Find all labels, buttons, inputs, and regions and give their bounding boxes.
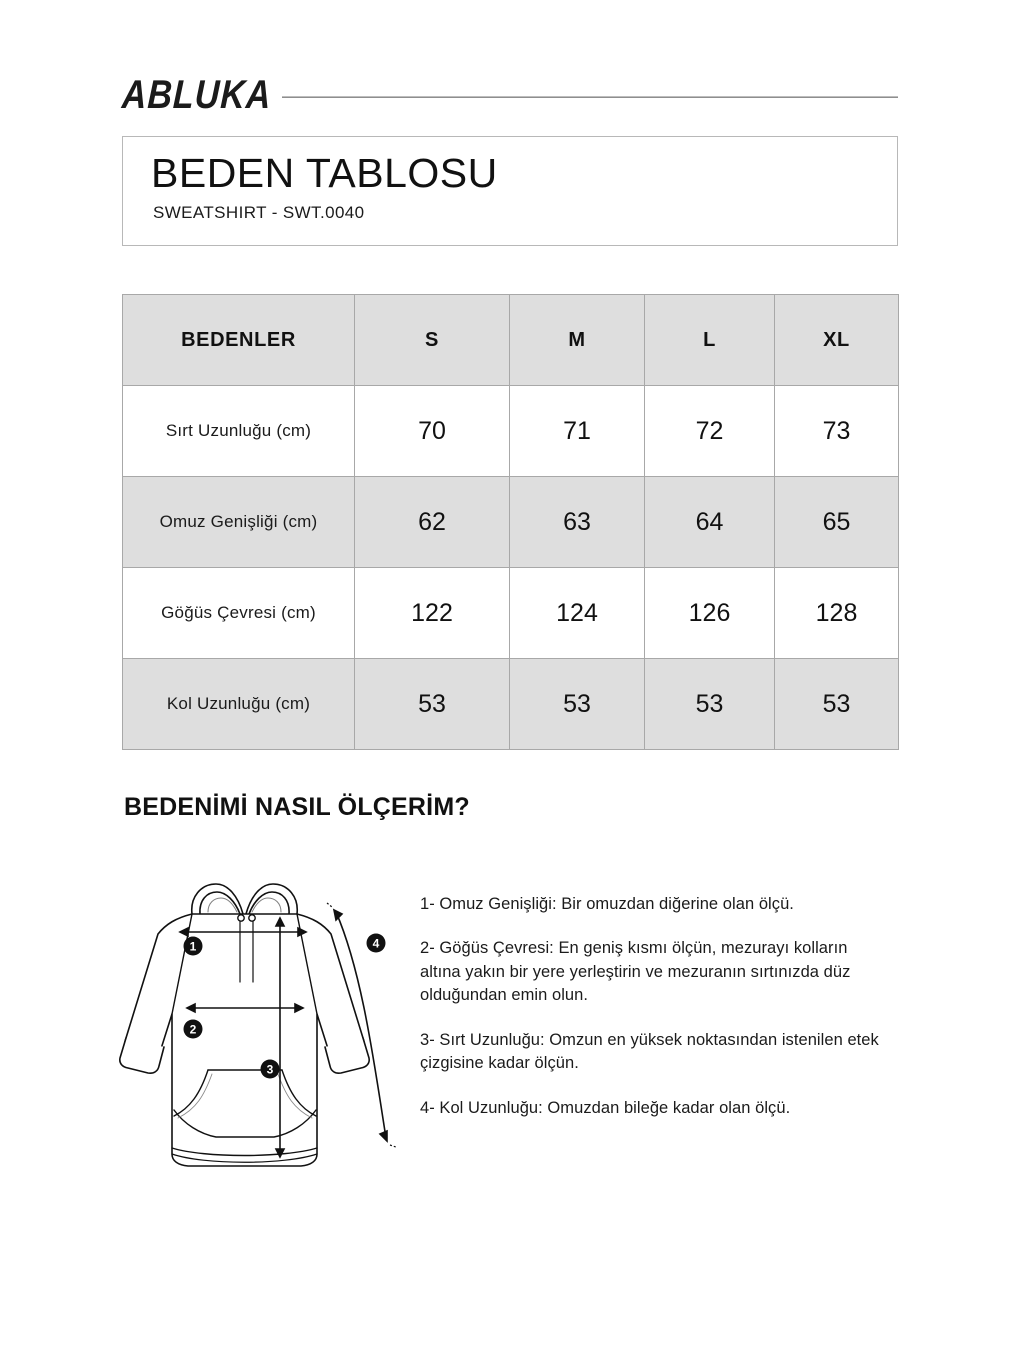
instruction-item-2: 2- Göğüs Çevresi: En geniş kısmı ölçün, mezurayı kolların altına yakın bir yere yerleştirin ve mezuranın sırtınızda düz olduğundan emin olun. (420, 939, 851, 1005)
svg-text:1: 1 (189, 939, 197, 954)
cell-sleeve-s: 53 (355, 659, 510, 750)
table-row (123, 386, 899, 477)
measure-instructions (420, 893, 890, 1120)
arrow-head-sleeve-bottom (380, 1131, 387, 1141)
cell-sleeve-m: 53 (510, 659, 645, 750)
instruction-item-3: 3- Sırt Uzunluğu: Omzun en yüksek noktasından istenilen etek çizgisine kadar ölçün. (420, 1030, 879, 1073)
size-chart-table (122, 294, 899, 750)
diagram-marker-4 (367, 934, 386, 953)
svg-text:3: 3 (266, 1062, 274, 1077)
row-label-sleeve-length: Kol Uzunluğu (cm) (123, 659, 355, 750)
column-header-s: S (355, 295, 510, 386)
column-header-l: L (645, 295, 775, 386)
row-label-chest-circumference: Göğüs Çevresi (cm) (123, 568, 355, 659)
eyelet-right-icon (249, 915, 255, 921)
cell-sleeve-l: 53 (645, 659, 775, 750)
cell-shoulder-width-xl: 65 (775, 477, 899, 568)
svg-text:4: 4 (372, 936, 380, 951)
diagram-marker-1 (184, 937, 203, 956)
cell-back-length-s: 70 (355, 386, 510, 477)
column-header-sizes: BEDENLER (123, 295, 355, 386)
svg-text:2: 2 (189, 1022, 197, 1037)
cell-chest-l: 126 (645, 568, 775, 659)
cell-shoulder-width-m: 63 (510, 477, 645, 568)
table-row (123, 659, 899, 750)
cell-shoulder-width-s: 62 (355, 477, 510, 568)
hoodie-illustration-svg (104, 862, 414, 1192)
diagram-marker-2 (184, 1020, 203, 1039)
table-row (123, 477, 899, 568)
arrow-head-sleeve-top (334, 910, 342, 920)
instruction-item-1: 1- Omuz Genişliği: Bir omuzdan diğerine olan ölçü. (420, 895, 794, 913)
eyelet-left-icon (238, 915, 244, 921)
abluka-logo: ABLUKA (121, 72, 273, 118)
cell-back-length-l: 72 (645, 386, 775, 477)
cell-chest-m: 124 (510, 568, 645, 659)
page-subtitle: SWEATSHIRT - SWT.0040 (153, 202, 365, 222)
row-label-back-length: Sırt Uzunluğu (cm) (123, 386, 355, 477)
brand-header (122, 72, 898, 118)
instruction-item-4: 4- Kol Uzunluğu: Omuzdan bileğe kadar olan ölçü. (420, 1098, 791, 1117)
how-to-measure-heading: BEDENİMİ NASIL ÖLÇERİM? (124, 793, 470, 821)
row-label-shoulder-width: Omuz Genişliği (cm) (123, 477, 355, 568)
header-divider-line (282, 96, 898, 98)
diagram-marker-3 (261, 1060, 280, 1079)
column-header-m: M (510, 295, 645, 386)
cell-shoulder-width-l: 64 (645, 477, 775, 568)
cell-chest-xl: 128 (775, 568, 899, 659)
column-header-xl: XL (775, 295, 899, 386)
page-title: BEDEN TABLOSU (151, 150, 498, 196)
table-header-row (123, 295, 899, 386)
cell-chest-s: 122 (355, 568, 510, 659)
cell-back-length-m: 71 (510, 386, 645, 477)
hoodie-diagram (104, 862, 414, 1192)
cell-sleeve-xl: 53 (775, 659, 899, 750)
title-box (122, 136, 898, 246)
table-row (123, 568, 899, 659)
cell-back-length-xl: 73 (775, 386, 899, 477)
